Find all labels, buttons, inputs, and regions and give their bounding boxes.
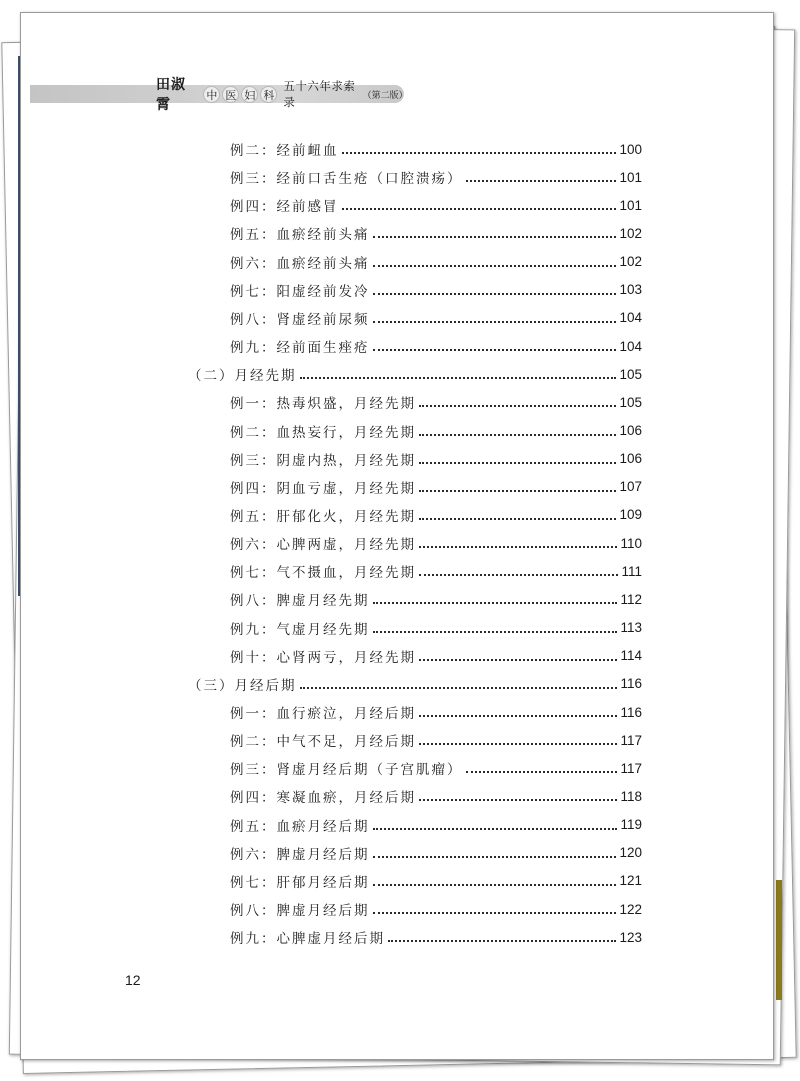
dot-leader xyxy=(419,478,616,492)
toc-entry-row xyxy=(230,531,642,555)
author-name: 田淑霄 xyxy=(156,77,186,113)
toc-entry-row xyxy=(230,841,642,865)
dot-leader xyxy=(419,562,618,576)
toc-entry-page: 114 xyxy=(620,648,642,664)
toc-entry-page: 106 xyxy=(619,423,642,438)
toc-entry-row xyxy=(230,137,642,161)
toc-entry-row xyxy=(230,756,642,780)
dot-leader xyxy=(300,365,617,379)
toc-entry-row xyxy=(230,897,642,921)
department-char: 妇 xyxy=(241,86,258,103)
toc-entry-title: 例七：肝郁月经后期 xyxy=(230,874,370,891)
toc-entry-title: 例四：寒凝血瘀，月经后期 xyxy=(230,790,416,807)
toc-entry-title: 例一：热毒炽盛，月经先期 xyxy=(230,396,416,413)
toc-entry-row xyxy=(230,813,642,837)
toc-entry-row xyxy=(230,644,642,668)
toc-entry-title: 例三：阴虚内热，月经先期 xyxy=(230,452,416,469)
toc-entry-title: 例七：气不摄血，月经先期 xyxy=(230,565,416,582)
toc-entry-title: 例二：经前衄血 xyxy=(230,143,339,159)
toc-entry-row xyxy=(230,616,642,640)
book-edge xyxy=(776,880,782,1000)
toc-entry-page: 110 xyxy=(620,535,642,551)
dot-leader xyxy=(373,844,617,858)
toc-entry-page: 113 xyxy=(620,620,642,636)
toc-entry-page: 105 xyxy=(619,366,642,382)
running-header xyxy=(30,77,408,113)
toc-entry-row xyxy=(230,925,642,949)
department-char: 中 xyxy=(203,86,220,103)
toc-entry-row xyxy=(230,475,642,499)
toc-entry-page: 121 xyxy=(619,873,642,889)
toc-entry-row xyxy=(230,559,642,583)
toc-entry-page: 116 xyxy=(620,676,642,692)
toc-entry-title: 例三：经前口舌生疮（口腔溃疡） xyxy=(230,171,463,188)
toc-entry-row xyxy=(230,728,642,752)
toc-entry-page: 112 xyxy=(620,591,642,607)
toc-entry-title: 例六：脾虚月经后期 xyxy=(230,846,370,863)
toc-entry-title: 例五：肝郁化火，月经先期 xyxy=(230,508,416,525)
dot-leader xyxy=(373,309,617,323)
dot-leader xyxy=(373,337,617,351)
toc-entry-title: 例七：阳虚经前发冷 xyxy=(230,283,370,300)
toc-entry-row xyxy=(230,334,642,358)
toc-entry-page: 101 xyxy=(619,169,642,185)
toc-entry-page: 102 xyxy=(619,225,642,241)
dot-leader xyxy=(466,759,618,773)
toc-entry-title: 例十：心肾两亏，月经先期 xyxy=(230,649,416,666)
dot-leader xyxy=(419,506,616,520)
toc-entry-row xyxy=(230,700,642,724)
toc-entry-page: 104 xyxy=(619,310,642,326)
dot-leader xyxy=(300,675,618,689)
toc-entry-title: 例六：心脾两虚，月经先期 xyxy=(230,537,416,554)
toc-entry-title: 例二：中气不足，月经后期 xyxy=(230,734,416,751)
dot-leader xyxy=(419,787,617,801)
dot-leader xyxy=(373,872,617,886)
toc-entry-title: 例三：肾虚月经后期（子宫肌瘤） xyxy=(230,762,463,779)
dot-leader xyxy=(388,928,616,942)
toc-entry-page: 116 xyxy=(620,704,642,720)
toc-entry-row xyxy=(230,784,642,808)
dot-leader xyxy=(373,224,617,238)
toc-entry-row xyxy=(230,390,642,414)
toc-entry-page: 106 xyxy=(619,451,642,467)
toc-entry-page: 103 xyxy=(619,282,642,298)
dot-leader xyxy=(419,731,617,745)
toc-entry-page: 119 xyxy=(620,817,642,833)
dot-leader xyxy=(419,393,616,407)
toc-entry-title: 例八：脾虚月经先期 xyxy=(230,593,370,610)
toc-entry-page: 109 xyxy=(619,507,642,523)
toc-section-row xyxy=(188,362,642,386)
toc-entry-page: 111 xyxy=(621,563,642,579)
toc-entry-title: 例六：血瘀经前头痛 xyxy=(230,255,370,272)
department-badges xyxy=(203,86,279,103)
dot-leader xyxy=(373,281,617,295)
toc-entry-page: 122 xyxy=(619,901,642,917)
dot-leader xyxy=(342,140,617,154)
book-title: 五十六年求索录 xyxy=(283,79,356,109)
dot-leader xyxy=(419,703,617,717)
department-char: 科 xyxy=(260,86,277,103)
page-number: 12 xyxy=(125,972,141,988)
toc-entry-title: （二）月经先期 xyxy=(188,368,297,385)
toc-entry-title: 例一：血行瘀泣，月经后期 xyxy=(230,706,416,722)
toc-entry-row xyxy=(230,250,642,274)
dot-leader xyxy=(373,590,618,604)
toc-entry-page: 101 xyxy=(619,197,642,213)
toc-section-row xyxy=(188,672,642,696)
toc-entry-title: 例五：血瘀月经后期 xyxy=(230,818,370,835)
toc-entry-row xyxy=(230,419,642,443)
toc-entry-page: 104 xyxy=(619,338,642,354)
edition-note: （第二版） xyxy=(362,90,408,101)
dot-leader xyxy=(342,196,617,210)
toc-entry-row xyxy=(230,193,642,217)
toc-entry-title: 例八：脾虚月经后期 xyxy=(230,903,370,920)
toc-entry-page: 105 xyxy=(619,394,642,410)
dot-leader xyxy=(419,422,616,436)
toc-entry-page: 102 xyxy=(619,254,642,270)
toc-entry-title: 例五：血瘀经前头痛 xyxy=(230,227,370,244)
toc-entry-page: 117 xyxy=(620,732,642,748)
toc-entry-page: 107 xyxy=(619,479,642,495)
toc-entry-page: 123 xyxy=(619,929,642,945)
toc-entry-title: （三）月经后期 xyxy=(188,677,297,694)
toc-entry-title: 例八：肾虚经前尿频 xyxy=(230,311,370,328)
toc-entry-title: 例二：血热妄行，月经先期 xyxy=(230,424,416,441)
toc-entry-page: 100 xyxy=(619,141,642,157)
toc-entry-row xyxy=(230,165,642,189)
toc-entry-row xyxy=(230,869,642,893)
toc-entry-page: 117 xyxy=(620,760,642,776)
dot-leader xyxy=(373,619,618,633)
toc-entry-row xyxy=(230,221,642,245)
toc-entry-page: 120 xyxy=(619,845,642,861)
dot-leader xyxy=(419,450,616,464)
dot-leader xyxy=(419,647,617,661)
toc-entry-title: 例四：经前感冒 xyxy=(230,199,339,216)
dot-leader xyxy=(373,816,618,830)
dot-leader xyxy=(466,168,617,182)
dot-leader xyxy=(373,900,617,914)
toc-entry-row xyxy=(230,587,642,611)
toc-entry-page: 118 xyxy=(620,788,642,804)
toc-entry-title: 例九：经前面生痤疮 xyxy=(230,340,370,357)
toc-entry-row xyxy=(230,306,642,330)
toc-entry-row xyxy=(230,447,642,471)
toc-entry-title: 例九：气虚月经先期 xyxy=(230,621,370,638)
toc-entry-title: 例九：心脾虚月经后期 xyxy=(230,931,385,948)
department-char: 医 xyxy=(222,86,239,103)
toc-entry-title: 例四：阴血亏虚，月经先期 xyxy=(230,480,416,497)
toc-entry-row xyxy=(230,503,642,527)
dot-leader xyxy=(373,253,617,267)
dot-leader xyxy=(419,534,617,548)
toc-entry-row xyxy=(230,278,642,302)
